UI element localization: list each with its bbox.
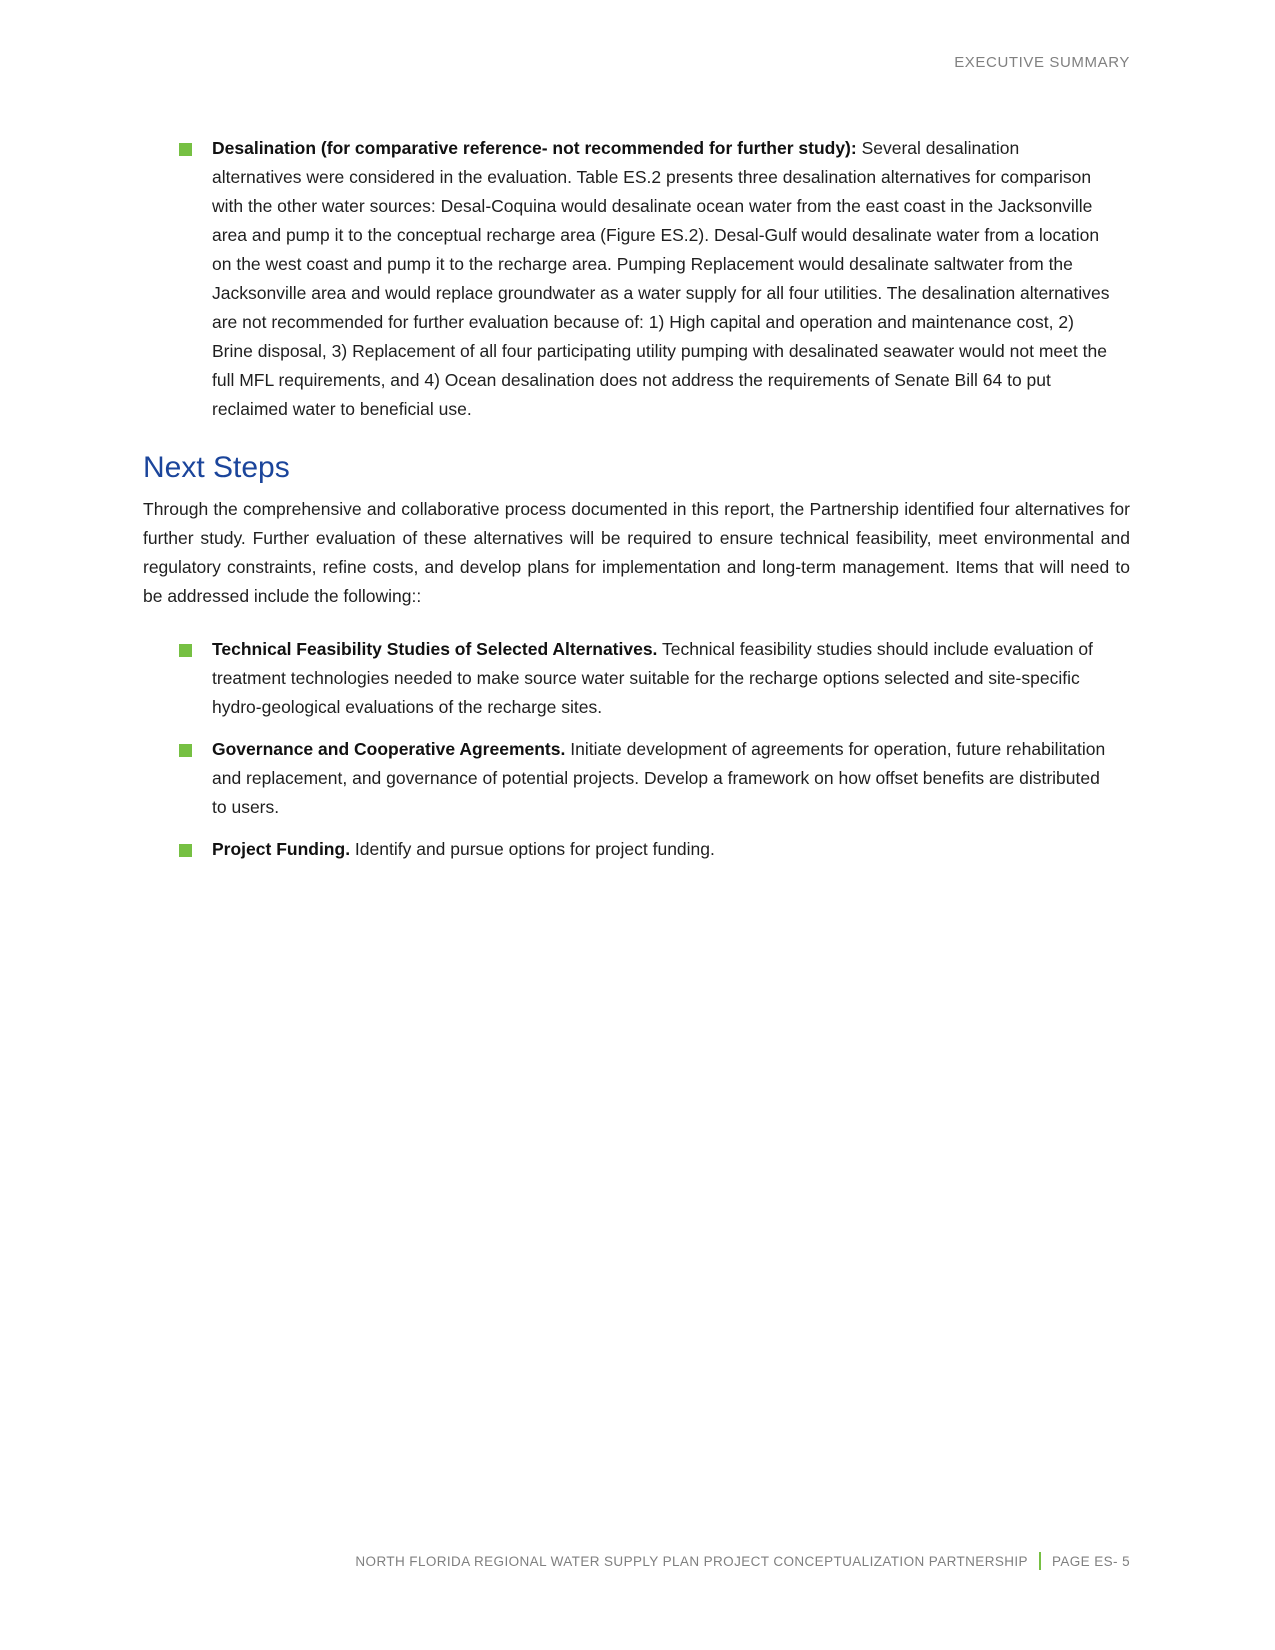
desalination-bullet-list [143,134,1130,424]
list-item [143,735,1130,822]
bullet-body-text: Initiate development of agreements for operation, future rehabilitation and replacement, and governance of potential projects. Develop a framework on how offset benefits are distributed to users. [212,739,1106,817]
green-square-bullet-icon [179,644,192,657]
running-header: EXECUTIVE SUMMARY [954,54,1130,71]
green-square-bullet-icon [179,143,192,156]
bullet-bold-lead: Desalination (for comparative reference- not recommended for further study): [212,138,857,158]
page-footer [143,1552,1130,1570]
bullet-body-text: Technical feasibility studies should include evaluation of treatment technologies needed to make source water suitable for the recharge options selected and site-specific hydro-geological evaluations of the recharge sites. [212,639,1093,717]
bullet-bold-lead: Technical Feasibility Studies of Selected Alternatives. [212,639,658,659]
technical-feasibility-bullet-text [212,635,1130,722]
list-item [143,835,1130,864]
bullet-body-text: Several desalination alternatives were considered in the evaluation. Table ES.2 presents three desalination alternatives for comparison with the other water sources: Desal-Coquina would desalinate ocean water from the east coast in the Jacksonville area and pump it to the conceptual recharge area (Figure ES.2). Desal-Gulf would desalinate water from a location on the west coast and pump it to the recharge area. Pumping Replacement would desalinate saltwater from the Jacksonville area and would replace groundwater as a water supply for all four utilities. The desalination alternatives are not recommended for further evaluation because of: 1) High capital and operation and maintenance cost, 2) Brine disposal, 3) Replacement of all four participating utility pumping with desalinated seawater would not meet the full MFL requirements, and 4) Ocean desalination does not address the requirements of Senate Bill 64 to put reclaimed water to beneficial use. [212,138,1110,419]
list-item [143,134,1130,424]
footer-separator-bar-icon [1039,1552,1041,1570]
next-steps-bullet-list [143,635,1130,864]
next-steps-heading: Next Steps [143,451,290,484]
project-funding-bullet-text [212,835,733,864]
green-square-bullet-icon [179,744,192,757]
bullet-body-text: Identify and pursue options for project funding. [350,839,715,859]
footer-partnership-text: NORTH FLORIDA REGIONAL WATER SUPPLY PLAN PROJECT CONCEPTUALIZATION PARTNERSHIP [355,1553,1028,1569]
bullet-bold-lead: Governance and Cooperative Agreements. [212,739,566,759]
list-item [143,635,1130,722]
footer-page-number: PAGE ES- 5 [1051,1553,1130,1569]
next-steps-intro-paragraph: Through the comprehensive and collaborative process documented in this report, the Partnership identified four alternatives for further study. Further evaluation of these alternatives will be required to ensure technical feasibility, meet environmental and regulatory constraints, refine costs, and develop plans for implementation and long-term management. Items that will need to be addressed include the following:: [143,499,1130,606]
governance-bullet-text [212,735,1130,822]
bullet-bold-lead: Project Funding. [212,839,351,859]
desalination-bullet-text [212,134,1130,424]
green-square-bullet-icon [179,844,192,857]
